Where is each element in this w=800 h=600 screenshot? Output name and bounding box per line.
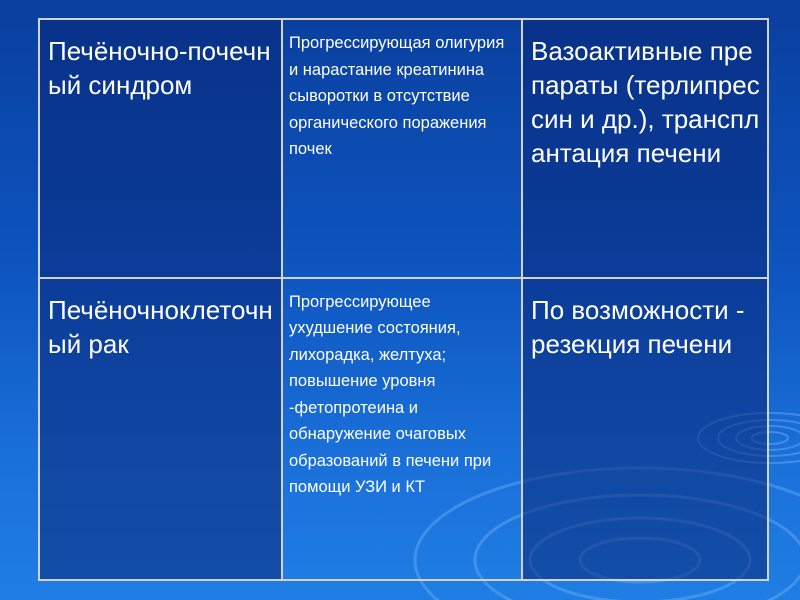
treatment-cell xyxy=(522,19,768,278)
table-row xyxy=(39,278,768,580)
signs-cell xyxy=(282,278,522,580)
signs-text: Прогрессирующая олигурия и нарастание креатинина сыворотки в отсутствие органического поражения почек xyxy=(289,34,505,158)
treatment-text: Вазоактивные препараты (терлипрессин и др.), трансплантация печени xyxy=(531,36,760,168)
signs-cell xyxy=(282,19,522,278)
treatment-cell xyxy=(522,278,768,580)
table-row xyxy=(39,19,768,278)
treatment-text: По возможности - резекция печени xyxy=(531,294,745,359)
comparison-table xyxy=(38,18,769,581)
term-cell xyxy=(39,19,282,278)
signs-text: Прогрессирующее ухудшение состояния, лихорадка, желтуха; повышение уровня -фетопротеина и обнаружение очаговых образований в печени при помощи УЗИ и КТ xyxy=(289,292,492,497)
term-cell xyxy=(39,278,282,580)
term-text: Печёночно-почечный синдром xyxy=(48,36,271,100)
term-text: Печёночноклеточный рак xyxy=(48,294,273,359)
